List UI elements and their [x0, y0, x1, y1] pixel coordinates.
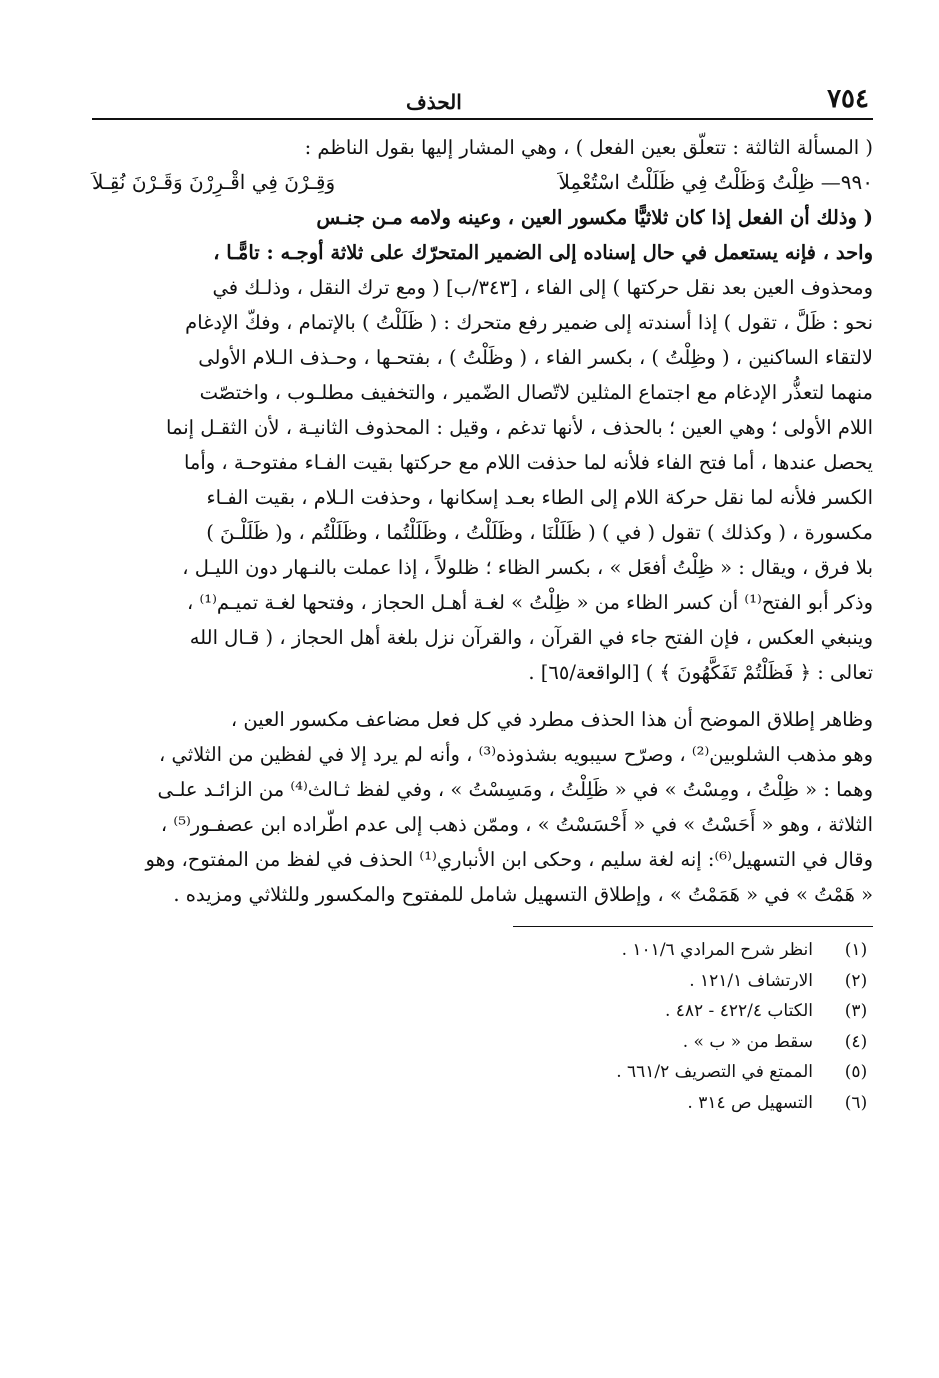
verse-number: ٩٩٠ — [840, 170, 873, 194]
text-line: الثلاثة ، وهو « أَحَسْتُ » في « أَحْسَسْتُ » ، وممّن ذهب إلى عدم اطّراده ابن عصفـور⁽⁵⁾ ، — [160, 813, 873, 836]
text-line: وظاهر إطلاق الموضح أن هذا الحذف مطرد في كل فعل مضاعف مكسور العين ، — [230, 708, 873, 731]
footnote — [92, 996, 873, 1027]
text-line: ( المسألة الثالثة : تتعلّق بعين الفعل ) ، وهي المشار إليها بقول الناظم : — [304, 136, 873, 159]
text-line: وهو مذهب الشلوبين⁽²⁾ ، وصرّح سيبويه بشذوذه⁽³⁾ ، وأنه لم يرد إلا في لفظين من الثلاثي ، — [159, 743, 873, 766]
footnote-text: سقط من « ب » . — [682, 1031, 813, 1052]
text-line: بلا فرق ، ويقال : « ظِلْتُ أفعَل » ، بكسر الظاء ؛ ظلولاً ، إذا عملت بالنـهار دون الليـل ، — [182, 556, 873, 579]
footnote-text: التسهيل ص ٣١٤ . — [687, 1092, 813, 1113]
page-number: ٧٥٤ — [827, 84, 869, 114]
text-line: وهما : « ظِلْتُ ، ومِسْتُ » في « ظَلِلْتُ ، ومَسِسْتُ » ، وفي لفظ ثـالث⁽⁴⁾ من الزائـد علـى — [157, 778, 873, 801]
footnote-text: الكتاب ٤٢٢/٤ - ٤٨٢ . — [664, 1001, 813, 1021]
footnote-number: (٦) — [844, 1092, 868, 1113]
text-line: منهما لتعذُّر الإدغام مع اجتماع المثلين لاتّصال الضّمير ، والتخفيف مطلـوب ، واختصّت — [199, 381, 873, 404]
footnote — [92, 935, 873, 966]
footnote-number: (٢) — [844, 970, 868, 991]
text-line: « هَمْتُ » في « هَمَمْتُ » ، وإطلاق التسهيل شامل للمفتوح والمكسور وللثلاثي ومزيده . — [173, 883, 873, 906]
footnote-number: (٤) — [844, 1031, 868, 1052]
text-line: وينبغي العكس ، فإن الفتح جاء في القرآن ، والقرآن نزل بلغة أهل الحجاز ، ( قـال الله — [189, 626, 873, 649]
footnote — [92, 1088, 873, 1119]
main-text — [92, 130, 873, 912]
footnotes — [92, 935, 873, 1118]
footnote-divider — [513, 926, 873, 927]
text-line: نحو : ظَلَّ ، تقول ) إذا أسندته إلى ضمير رفع متحرك : ( ظَلَلْتُ ) بالإتمام ، وفكّ الإدغام — [185, 311, 873, 334]
text-line: وذكر أبو الفتح⁽¹⁾ أن كسر الظاء من « ظِلْتُ » لغـة أهـل الحجاز ، وفتحها لغـة تميـم⁽¹⁾ ، — [187, 591, 873, 614]
text-line: ( وذلك أن الفعل إذا كان ثلاثيًّا مكسور العين ، وعينه ولامه مـن جنـس — [316, 206, 873, 229]
text-line: تعالى : ﴿ فَظَلْتُمْ تَفَكَّهُونَ ﴾ ) [الواقعة/٦٥] . — [528, 661, 873, 684]
paragraph-2 — [92, 702, 873, 912]
text-line: ومحذوف العين بعد نقل حركتها ) إلى الفاء ، [٣٤٣/ب] ( ومع ترك النقل ، وذلـك في — [212, 276, 873, 299]
footnote — [92, 1057, 873, 1088]
footnote-text: الارتشاف ١٢١/١ . — [689, 970, 813, 991]
running-title: الحذف — [406, 90, 462, 114]
text-line: واحد ، فإنه يستعمل في حال إسناده إلى الضمير المتحرّك على ثلاثة أوجـه : تامًّـا ، — [213, 241, 873, 264]
footnote — [92, 966, 873, 997]
text-line: يحصل عندها ، أما فتح الفاء فلأنه لما حذفت اللام مع حركتها بقيت الفـاء مفتوحـة ، وأما — [183, 451, 873, 474]
verse-line — [92, 165, 873, 200]
footnote-text: الممتع في التصريف ٦٦١/٢ . — [616, 1062, 813, 1082]
footnote-text: انظر شرح المرادي ١٠١/٦ . — [621, 940, 813, 960]
footnote — [92, 1027, 873, 1058]
footnote-number: (٥) — [844, 1062, 868, 1082]
text-line: مكسورة ، ( وكذلك ) تقول ( في ) ( ظَلَلْنَا ، وظَلَلْتُ ، وظَلَلْتُما ، وظَلَلْتُم ، و( ظَلَلْـنَ ) — [206, 521, 873, 544]
footnote-number: (٣) — [844, 1001, 868, 1021]
text-line: لالتقاء الساكنين ، ( وظِلْتُ ) ، بكسر الفاء ، ( وظَلْتُ ) ، بفتحـها ، وحـذف الـلام الأولى — [198, 346, 873, 369]
text-line: وقال في التسهيل⁽⁶⁾: إنه لغة سليم ، وحكى ابن الأنباري⁽¹⁾ الحذف في لفظ من المفتوح، وهو — [145, 848, 873, 871]
verse-first-hemistich: ظِلْتُ وَظَلْتُ فِي ظَلَلْتُ اسْتُعْمِلاَ — [558, 170, 815, 194]
text-line: اللام الأولى ؛ وهي العين ؛ بالحذف ، لأنها تدغم ، وقيل : المحذوف الثانيـة ، لأن الثقـل إنما — [166, 416, 873, 439]
footnote-number: (١) — [844, 940, 868, 960]
verse-second-hemistich: وَقِـرْنَ فِي اقْـرِرْنَ وَقَـرْنَ نُقِـلاَ — [92, 170, 336, 194]
verse-first-part: ٩٩٠— ظِلْتُ وَظَلْتُ فِي ظَلَلْتُ اسْتُعْمِلاَ — [558, 170, 873, 194]
text-line: الكسر فلأنه لما نقل حركة اللام إلى الطاء بعـد إسكانها ، وحذفت الـلام ، بقيت الفـاء — [206, 486, 873, 509]
page-header — [92, 70, 873, 120]
